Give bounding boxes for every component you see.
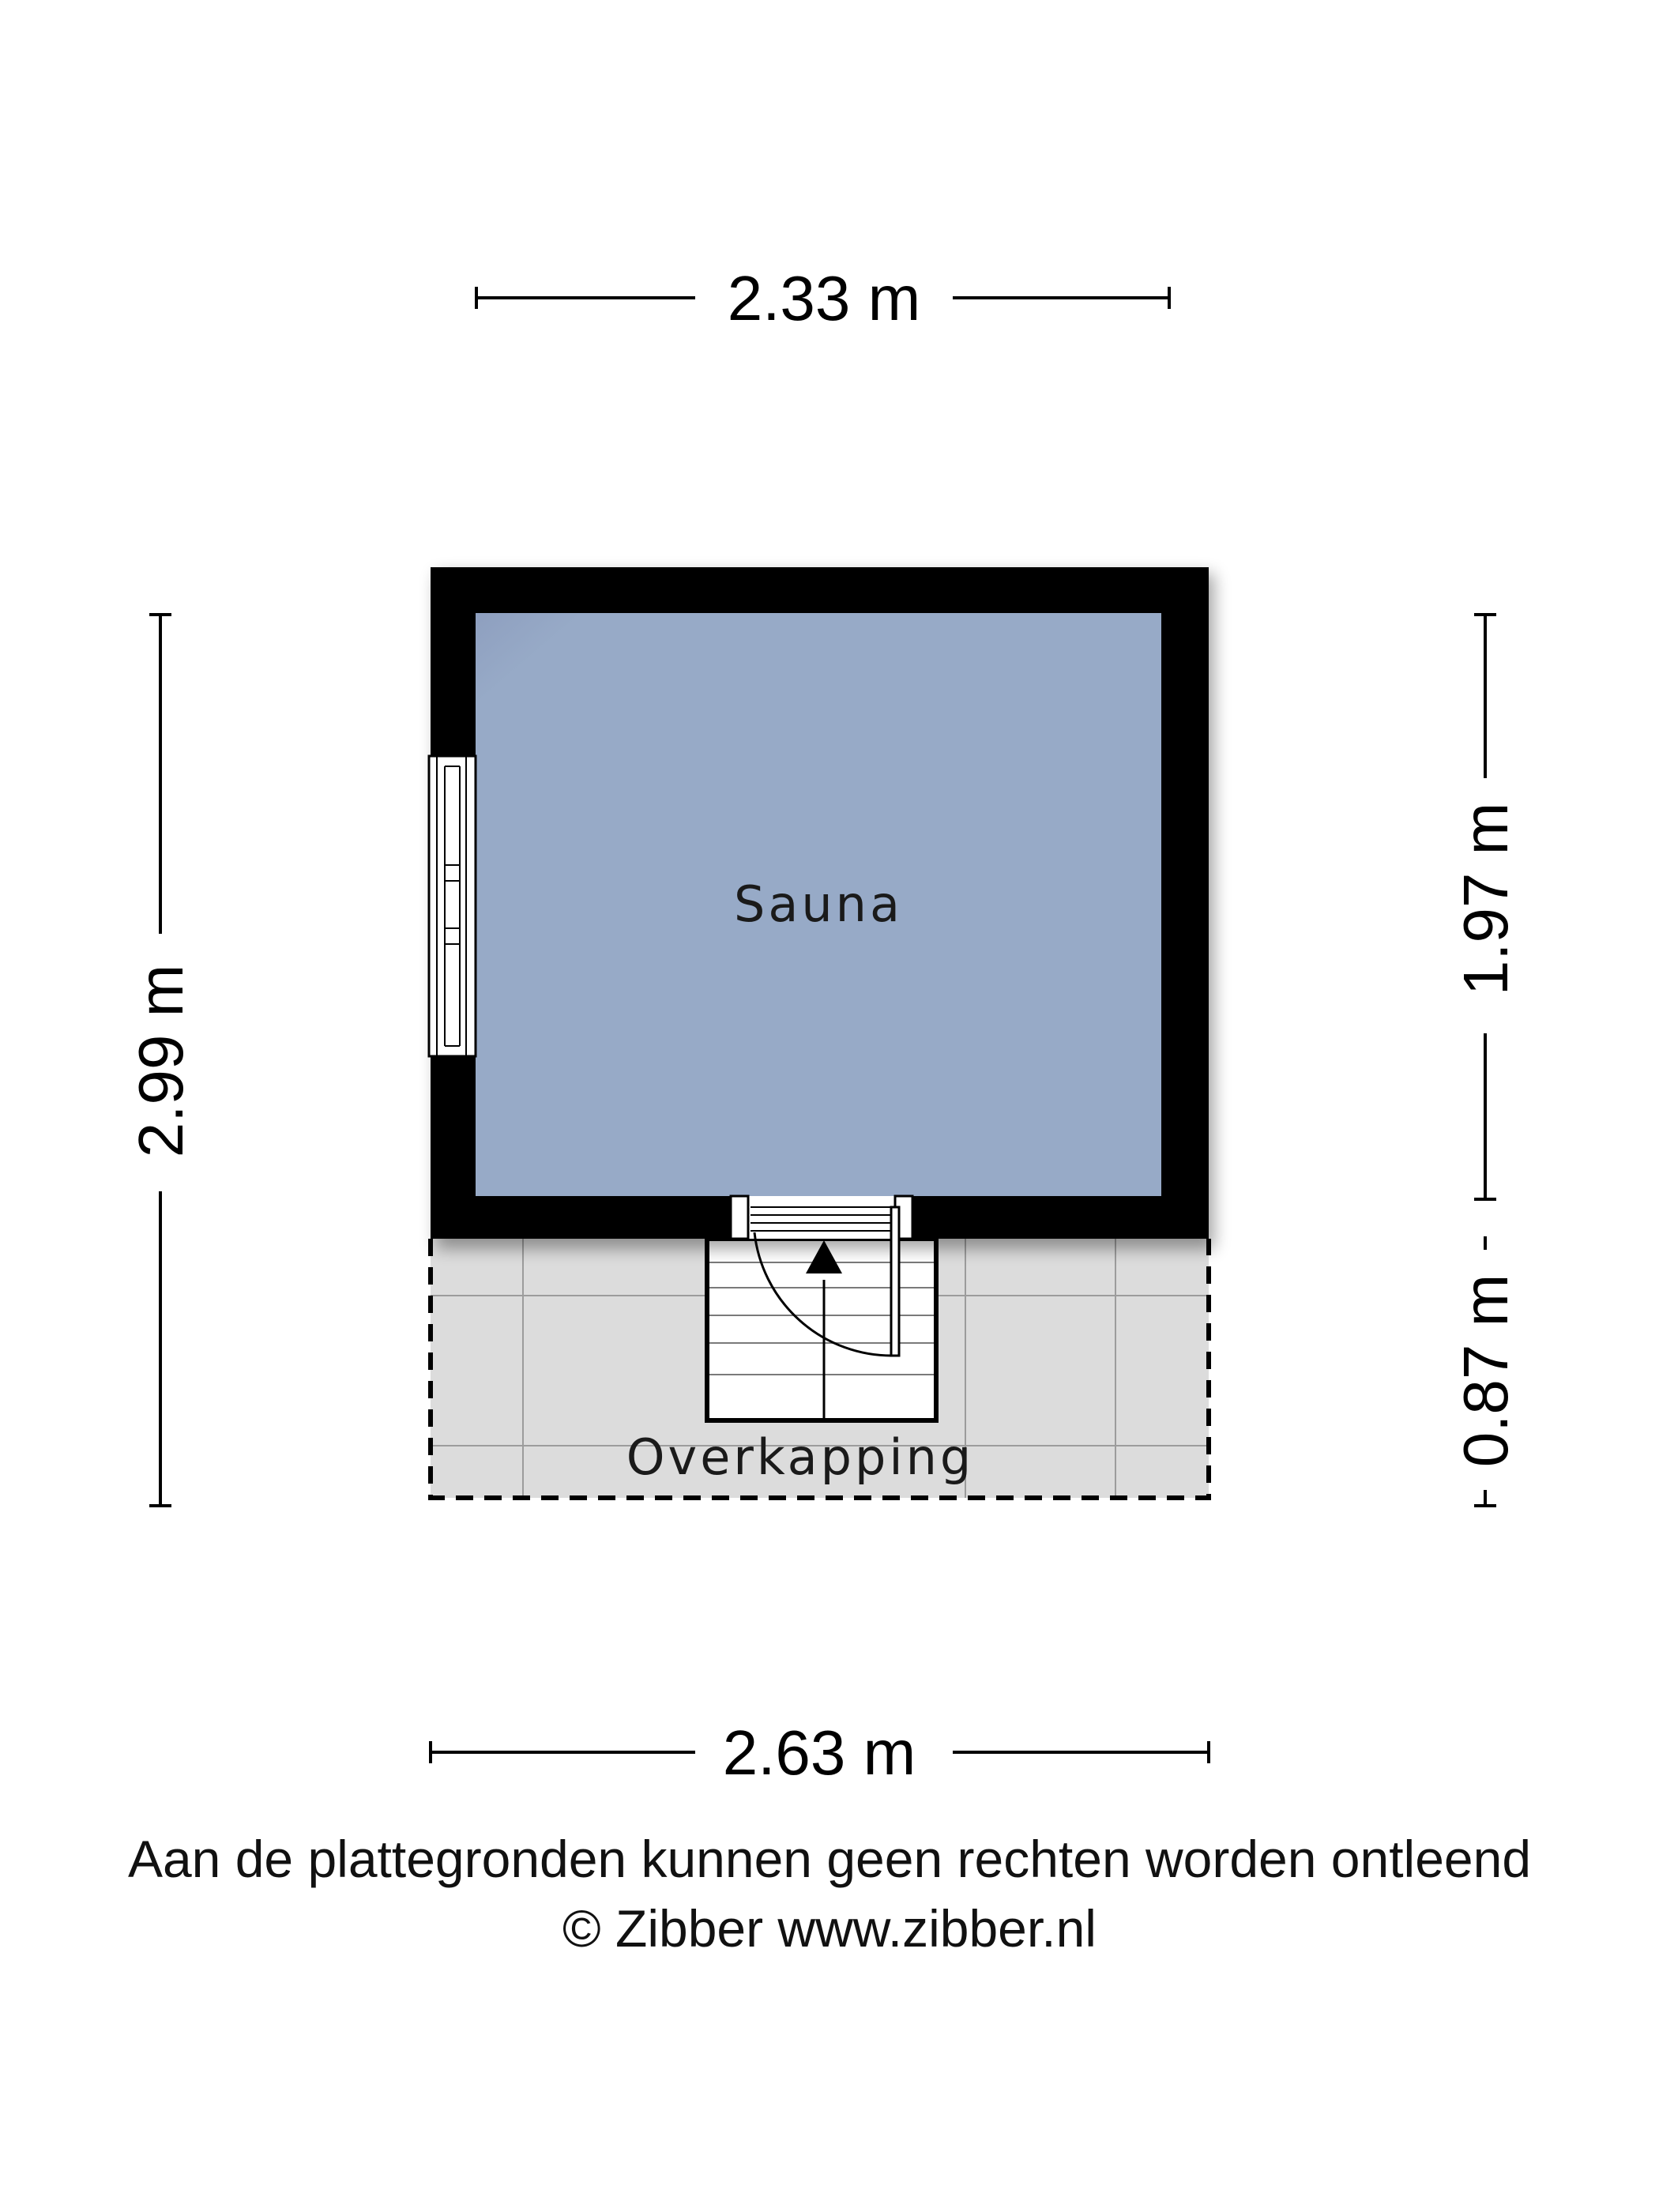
room-label-sauna: Sauna — [734, 875, 903, 933]
dimension-top-label: 2.33 m — [727, 263, 921, 333]
dimension-left-label: 2.99 m — [126, 964, 196, 1158]
dimension-bottom-width — [431, 1717, 1209, 1788]
dimension-right-heights — [1450, 615, 1521, 1506]
footer-copyright: © Zibber www.zibber.nl — [562, 1899, 1097, 1958]
dimension-left-height — [126, 615, 196, 1506]
room-label-canopy: Overkapping — [626, 1428, 975, 1486]
footer-disclaimer: Aan de plattegronden kunnen geen rechten worden ontleend — [127, 1830, 1532, 1888]
dimension-bottom-label: 2.63 m — [722, 1717, 916, 1788]
dimension-right-upper-label: 1.97 m — [1450, 802, 1521, 996]
dimension-right-lower-label: 0.87 m — [1450, 1273, 1521, 1468]
dimension-top-width — [476, 263, 1169, 333]
window-left — [429, 756, 476, 1056]
entrance-steps — [707, 1239, 936, 1420]
